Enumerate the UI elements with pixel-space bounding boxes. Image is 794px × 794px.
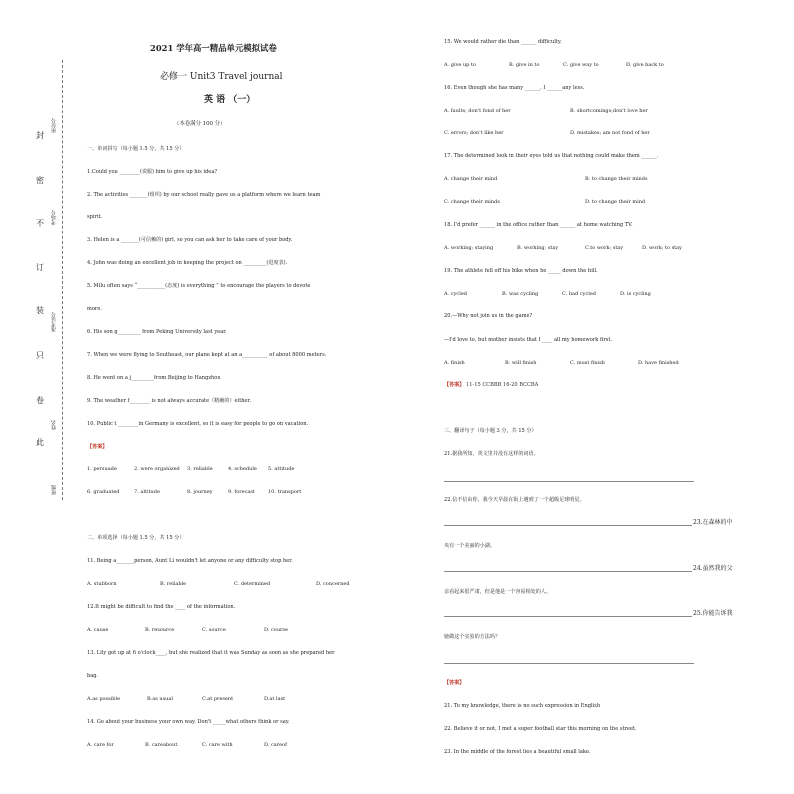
question-24-start: 24.虽然我的父 bbox=[693, 565, 733, 572]
question-12: 12.It might be difficult to find the ____ of the information. bbox=[87, 604, 236, 610]
exam-subtitle: 必修一 Unit3 Travel journal bbox=[160, 72, 283, 82]
answer-22: 22. Believe it or not, I met a super football star this morning on the street. bbox=[444, 726, 637, 732]
answer-line[interactable] bbox=[444, 525, 692, 526]
option-c: C. give way to bbox=[563, 62, 599, 68]
answer-line[interactable] bbox=[444, 571, 692, 572]
option-b: B. give in to bbox=[509, 62, 540, 68]
question-6: 6. His son g_________ from Peking University last year. bbox=[87, 329, 227, 335]
option-d: D. have finished bbox=[638, 360, 679, 366]
name-field: 姓名 bbox=[51, 420, 57, 430]
question-22: 22.信不信由你，我今天早晨在街上遇到了一个超级足球明星。 bbox=[444, 497, 585, 503]
question-1: 1.Could you ________(说服) him to give up his idea? bbox=[87, 169, 218, 175]
question-25-cont: 她做这个实验的方法吗？ bbox=[444, 634, 501, 640]
option-d: D. course bbox=[264, 627, 288, 633]
binding-char: 订 bbox=[36, 263, 44, 272]
option-d: D. to change their mind bbox=[585, 199, 646, 205]
answer-line[interactable] bbox=[444, 663, 694, 664]
question-21: 21.据我所知，英文里并没有这样的词语。 bbox=[444, 451, 539, 457]
question-13: 13. Lily got up at 6 o'clock____, but she realized that it was Sunday as soon as she prepared her bbox=[87, 650, 335, 656]
section1-heading: 一、单词拼写（每小题 1.5 分，共 15 分） bbox=[87, 146, 185, 152]
answer-1: 1. persuade bbox=[87, 466, 117, 472]
option-a: A. give up to bbox=[444, 62, 476, 68]
option-c: C. determined bbox=[234, 581, 271, 587]
binding-dashed-line bbox=[62, 60, 63, 500]
question-24-cont: 亲看起来很严肃，但是他是一个容易相处的人。 bbox=[444, 589, 551, 595]
question-5: 5. Milu often says “___________(态度) is everything ” to encourage the players to devote bbox=[87, 283, 311, 289]
option-a: A. faults; don't fond of her bbox=[444, 108, 511, 114]
option-a: A. change their mind bbox=[444, 176, 498, 182]
option-c: C. change their minds bbox=[444, 199, 500, 205]
question-8: 8. He went on a j_________from Beijing to Hangzhou bbox=[87, 375, 221, 381]
question-15: 15. We would rather die than ______ difficulty. bbox=[444, 39, 562, 45]
question-2-cont: spirit. bbox=[87, 214, 103, 220]
option-c: C. source bbox=[202, 627, 226, 633]
option-d: D. mistakes; am not fond of her bbox=[570, 130, 650, 136]
answer-line[interactable] bbox=[444, 616, 692, 617]
option-c: C.at present bbox=[202, 696, 234, 702]
option-b: B. will finish bbox=[505, 360, 537, 366]
answer-values: 11-15 CCBBB 16-20 BCCBA bbox=[466, 382, 539, 388]
question-9: 9. The weather f________ is not always accurate（精确的）either. bbox=[87, 398, 252, 404]
answer-23: 23. In the middle of the forest lies a beautiful small lake. bbox=[444, 749, 591, 755]
option-a: A. cycled bbox=[444, 291, 467, 297]
option-c: C. had cycled bbox=[562, 291, 597, 297]
answer-2: 2. were organized bbox=[134, 466, 180, 472]
question-16: 16. Even though she has many ______, I ______any less. bbox=[444, 85, 585, 91]
question-23-start: 23.在森林的中 bbox=[693, 519, 733, 526]
question-18: 18. I'd prefer ______ in the office rather than ______ at home watching TV. bbox=[444, 222, 633, 228]
option-a: A. care for bbox=[87, 742, 114, 748]
answer-8: 8. journey bbox=[187, 489, 213, 495]
answer-3: 3. reliable bbox=[187, 466, 213, 472]
option-b: B. shortcomings;don't love her bbox=[570, 108, 648, 114]
answer-9: 9. forecast bbox=[228, 489, 255, 495]
exam-room-field: 考场号 bbox=[51, 210, 57, 225]
question-23-cont: 央有一个美丽的小湖。 bbox=[444, 543, 495, 549]
section2-answers bbox=[444, 382, 538, 388]
binding-char: 只 bbox=[36, 351, 44, 360]
option-d: D. work; to stay bbox=[642, 245, 682, 251]
option-b: B. resource bbox=[145, 627, 175, 633]
seat-number-field: 座位号 bbox=[51, 118, 57, 133]
binding-char: 装 bbox=[36, 306, 44, 315]
exam-title: 2021 学年高一精品单元模拟试卷 bbox=[150, 43, 277, 53]
question-19: 19. The athlete fell off his bike when he _____ down the hill. bbox=[444, 268, 598, 274]
option-d: D.at last bbox=[264, 696, 286, 702]
option-c: C. errors; don't like her bbox=[444, 130, 504, 136]
question-3: 3. Helen is a _______(可信赖的) girl, so you can ask her to take care of your body. bbox=[87, 237, 293, 243]
section3-heading: 三、翻译句子（每小题 3 分，共 15 分） bbox=[444, 428, 537, 434]
answer-label: 【答案】 bbox=[444, 382, 465, 388]
question-11: 11. Being a_______person, Aunt Li wouldn't let anyone or any difficulty stop her. bbox=[87, 558, 293, 564]
answer-10: 10. transport bbox=[268, 489, 302, 495]
answer-label: 【答案】 bbox=[444, 680, 465, 686]
option-a: A.as possible bbox=[87, 696, 121, 702]
question-25-start: 25.你能告诉我 bbox=[693, 610, 733, 617]
option-b: B. reliable bbox=[160, 581, 187, 587]
answer-7: 7. altitude bbox=[134, 489, 160, 495]
binding-char: 不 bbox=[36, 219, 44, 228]
option-c: C. care with bbox=[202, 742, 233, 748]
class-field: 班级 bbox=[51, 485, 57, 495]
admission-number-field: 准考证号 bbox=[51, 312, 57, 332]
option-a: A. cause bbox=[87, 627, 109, 633]
answer-6: 6. graduated bbox=[87, 489, 120, 495]
score-note: （本卷满分 100 分） bbox=[174, 121, 226, 127]
answer-21: 21. To my knowledge, there is no such expression in English bbox=[444, 703, 601, 709]
binding-char: 封 bbox=[36, 131, 44, 140]
binding-char: 密 bbox=[36, 176, 44, 185]
question-10: 10. Public t ________in Germany is excellent, so it is easy for people to go on vacation. bbox=[87, 421, 309, 427]
option-a: A. stubborn bbox=[87, 581, 117, 587]
option-a: A. working; staying bbox=[444, 245, 494, 251]
section2-heading: 二、单项选择（每小题 1.5 分，共 15 分） bbox=[87, 535, 185, 541]
question-13-cont: bag. bbox=[87, 673, 99, 679]
option-c: C.to work; stay bbox=[585, 245, 624, 251]
option-d: D. give back to bbox=[626, 62, 664, 68]
answer-5: 5. attitude bbox=[268, 466, 295, 472]
option-b: B. working; stay bbox=[517, 245, 559, 251]
option-d: D. concerned bbox=[316, 581, 350, 587]
option-b: B. careabout bbox=[145, 742, 178, 748]
answer-label: 【答案】 bbox=[87, 444, 108, 450]
option-d: D. careof bbox=[264, 742, 288, 748]
question-4: 4. John was doing an excellent job in keeping the project on _________(进度表). bbox=[87, 260, 288, 266]
question-14: 14. Go about your business your own way. Don't _____what others think or say. bbox=[87, 719, 290, 725]
answer-4: 4. schedule bbox=[228, 466, 257, 472]
question-5-cont: more. bbox=[87, 306, 102, 312]
question-20: 20.—Why not join us in the game? bbox=[444, 313, 533, 319]
binding-char: 此 bbox=[36, 438, 44, 447]
exam-subject: 英 语 （一） bbox=[204, 95, 256, 105]
option-a: A. finish bbox=[444, 360, 465, 366]
question-20-cont: —I'd love to, but mother insists that I ____ all my homework first. bbox=[444, 337, 613, 343]
question-17: 17. The determined look in their eyes told us that nothing could make them ______. bbox=[444, 153, 659, 159]
option-b: B. to change their minds bbox=[585, 176, 648, 182]
option-d: D. is cycling bbox=[620, 291, 651, 297]
binding-char: 卷 bbox=[36, 396, 44, 405]
answer-line[interactable] bbox=[444, 481, 694, 482]
option-b: B. was cycling bbox=[502, 291, 539, 297]
question-2: 2. The activities _______(组织) by our school really gave us a platform where we learn team bbox=[87, 192, 321, 198]
question-7: 7. When we were flying to Southeast, our plane kept at an a__________ of about 8000 meters. bbox=[87, 352, 327, 358]
option-b: B.as usual bbox=[147, 696, 173, 702]
option-c: C. must finish bbox=[570, 360, 605, 366]
